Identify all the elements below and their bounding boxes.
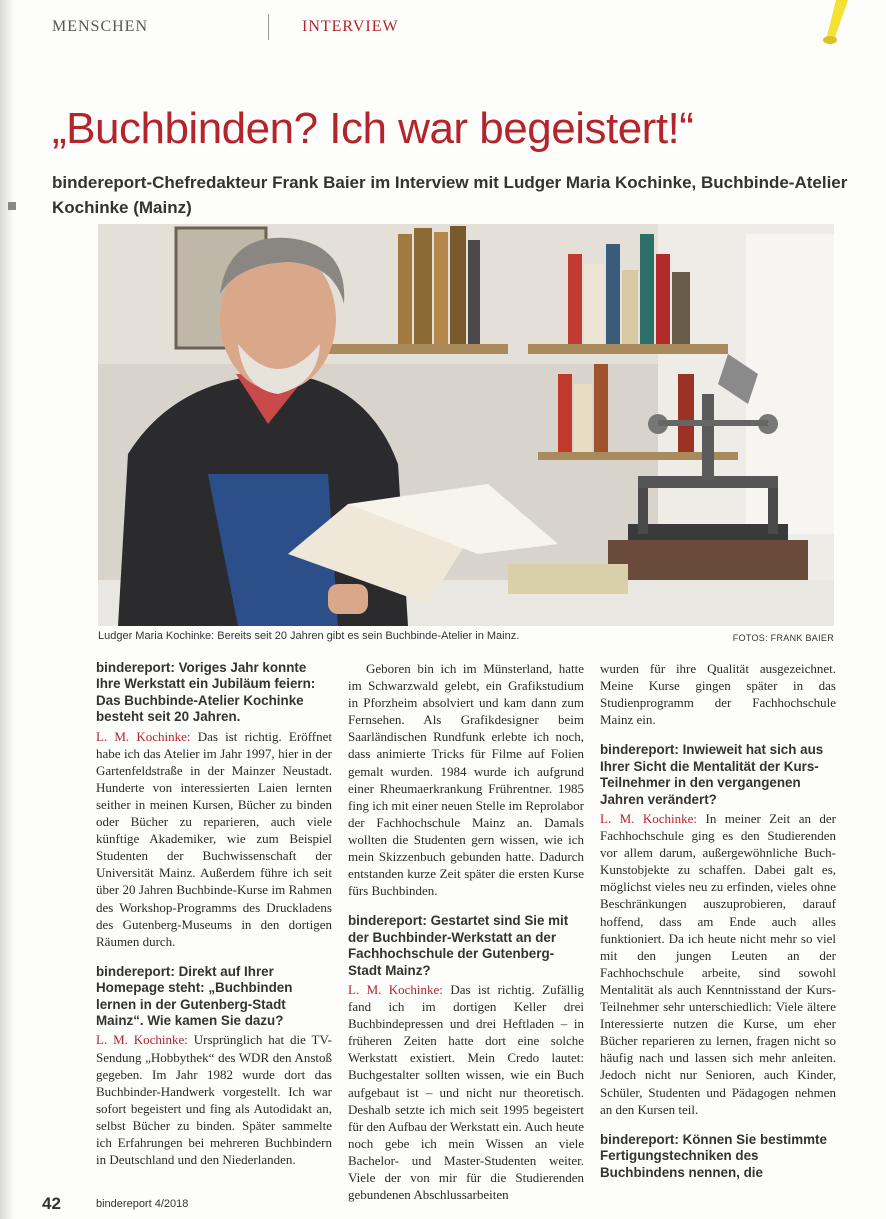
article-photo xyxy=(98,224,834,626)
issue-label: bindereport 4/2018 xyxy=(96,1198,189,1210)
page-gutter-shadow xyxy=(0,0,14,1219)
article-column-2 xyxy=(348,660,584,1217)
interview-answer xyxy=(348,981,584,1203)
speaker-label: L. M. Kochinke: xyxy=(96,1032,188,1048)
answer-text: Das ist richtig. Zufällig fand ich im dortigen Keller drei Buchbindepressen und drei Heftladen – in früheren Zeiten hatte dort eine solche Werkstatt existiert. Mein Credo lautet: Buchgestalter sollten wissen, wie ein Buch aufgebaut ist – und nicht nur theoretisch. Deshalb setzte ich mich seit 1995 begeistert für den Aufbau der Werkstatt ein. Auch heute noch gebe ich mein Wissen an viele Bachelor- und Master-Studenten weiter. Viele der von mir für die Studierenden gebundenen Abschlussarbeiten xyxy=(348,981,585,1203)
page-number: 42 xyxy=(42,1194,61,1213)
interview-question: bindereport: Können Sie bestimmte Fertigungstechniken des Buchbindens nennen, die xyxy=(600,1131,827,1180)
body-paragraph: wurden für ihre Qualität ausgezeichnet. Meine Kurse gingen später in das Studienprogramm der Fachhochschule Mainz ein. xyxy=(600,661,836,728)
bookbinder-workshop-photo xyxy=(98,224,834,626)
gutter-mark xyxy=(8,202,16,210)
interview-answer xyxy=(96,1031,332,1168)
answer-text: In meiner Zeit an der Fachhochschule ging es den Studierenden vor allem darum, außergewöhnliche Buch-Kunstobjekte zu schaffen. Dabei galt es, möglichst vieles neu zu erfinden, vieles ohne Beschränkungen auszuprobieren, darauf hoffend, dass am Ende auch alles funktioniert. Da ich heute nicht mehr so viel mit den jungen Leuten an der Fachhochschule arbeite, sind sowohl Mentalität als auch Kenntnisstand der Kurs-Teilnehmer sehr unterschiedlich: Viele ältere Interessierte nutzen die Kurse, um eher Bücher reparieren zu lernen, fragen nicht so häufig nach und lassen sich mehr anleiten. Jedoch nicht nur Senioren, auch Kinder, Schüler, Studenten und Pädagogen nehmen an den Kursen teil. xyxy=(600,811,837,1117)
article-subhead: bindereport-Chefredakteur Frank Baier im Interview mit Ludger Maria Kochinke, Buchbinde-Atelier Kochinke (Mainz) xyxy=(52,173,848,217)
article-column-1 xyxy=(96,660,332,1182)
answer-text: Ursprünglich hat die TV-Sendung „Hobbythek“ des WDR den Anstoß gegeben. Im Jahr 1982 wurde dort das Buchbinder-Handwerk vorgestellt. Ich war sofort begeistert und fing als Autodidakt an, selbst Bücher zu binden. Später sammelte ich Erfahrungen bei mehreren Buchbindern in Deutschland und den Niederlanden. xyxy=(96,1032,332,1168)
highlighter-clip-icon xyxy=(818,0,858,46)
interview-question: bindereport: Voriges Jahr konnte Ihre Werkstatt ein Jubiläum feiern: Das Buchbinde-Atelier Kochinke besteht seit 20 Jahren. xyxy=(96,660,316,725)
interview-question: bindereport: Inwieweit hat sich aus Ihrer Sicht die Mentalität der Kurs-Teilnehmer in den vergangenen Jahren verändert? xyxy=(600,742,824,807)
article-headline: „Buchbinden? Ich war begeistert!“ xyxy=(52,104,694,153)
header-divider xyxy=(268,14,269,40)
photo-credit: FOTOS: FRANK BAIER xyxy=(732,633,834,643)
interview-answer xyxy=(600,810,836,1118)
article-column-3 xyxy=(600,660,836,1183)
speaker-label: L. M. Kochinke: xyxy=(96,728,191,744)
body-paragraph: Geboren bin ich im Münsterland, hatte im Schwarzwald gelebt, ein Grafikstudium in Pforzheim absolviert und kam dann zum Fernsehen. Als Grafikdesigner beim Saarländischen Rundfunk erlebte ich noch, dass animierte Tricks für Filme auf Folien gemalt wurden. 1984 wurde ich aufgrund einer Rheumaerkrankung Frührentner. 1985 fing ich mit einer neuen Stelle im Reprolabor der Fachhochschule Mainz an. Damals wollten die Studenten gern wissen, wie ich mein Skizzenbuch gebunden hatte. Dadurch entstanden kurze Zeit später die ersten Kurse fürs Buchbinden. xyxy=(348,661,584,899)
speaker-label: L. M. Kochinke: xyxy=(348,981,443,997)
speaker-label: L. M. Kochinke: xyxy=(600,811,698,826)
photo-caption: Ludger Maria Kochinke: Bereits seit 20 Jahren gibt es sein Buchbinde-Atelier in Mainz. xyxy=(98,630,520,642)
interview-question: bindereport: Gestartet sind Sie mit der Buchbinder-Werkstatt an der Fachhochschule der Gutenberg-Stadt Mainz? xyxy=(348,913,569,978)
answer-text: Das ist richtig. Eröffnet habe ich das Atelier im Jahr 1997, hier in der Gartenfeldstraße in der Mainzer Neustadt. Hunderte von interessierten Laien lernten seither in meinen Kursen, Bücher zu binden oder Bücher zu reparieren, auch viele künftige Akademiker, wie zum Beispiel Studenten der Buchwissenschaft der Universität Mainz. Außerdem führe ich seit über 20 Jahren Buchbinde-Kurse im Rahmen des Workshop-Programms des Druckladens des Gutenberg-Museums in den dortigen Räumen durch. xyxy=(96,728,333,949)
section-label: MENSCHEN xyxy=(52,18,149,35)
category-label: INTERVIEW xyxy=(302,18,399,35)
interview-answer xyxy=(96,728,332,950)
interview-question: bindereport: Direkt auf Ihrer Homepage steht: „Buchbinden lernen in der Gutenberg-Stadt Mainz“. Wie kamen Sie dazu? xyxy=(96,963,293,1029)
